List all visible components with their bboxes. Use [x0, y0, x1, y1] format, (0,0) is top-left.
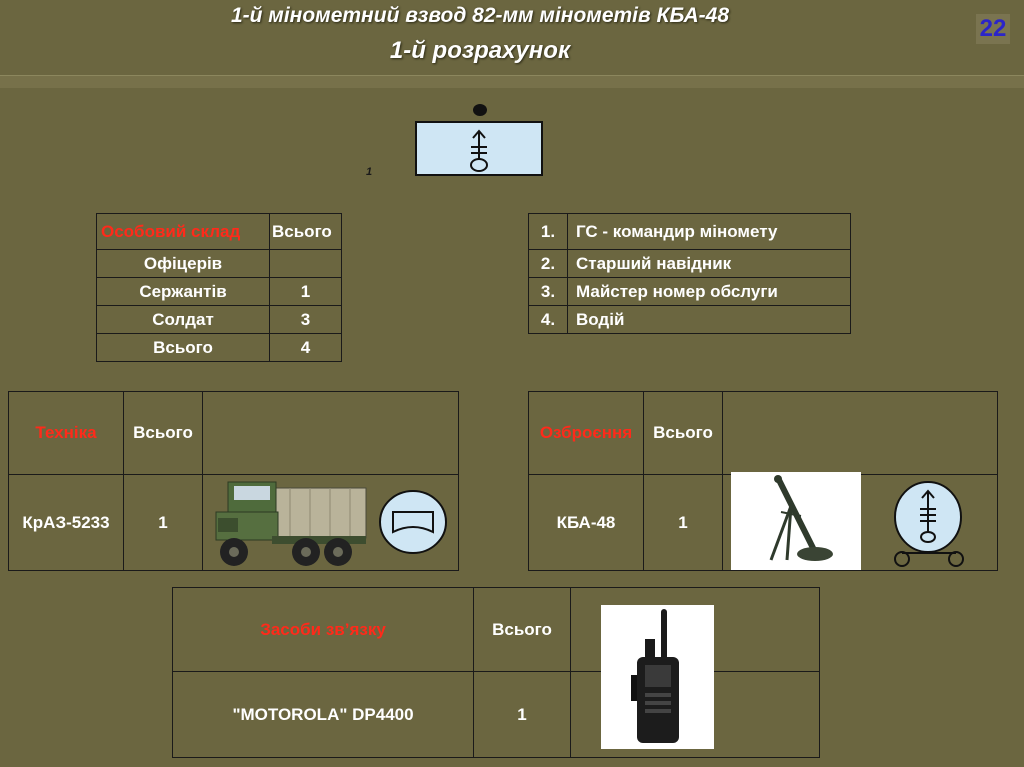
- slide-subtitle: 1-й розрахунок: [389, 37, 571, 64]
- slide-number: 22: [976, 14, 1010, 44]
- crew-number: 1.: [529, 214, 568, 250]
- header-band: [0, 76, 1024, 88]
- mortar-symbol-icon: [417, 123, 541, 174]
- personnel-row-value: 3: [270, 306, 342, 334]
- mortar-unit-symbol: [415, 121, 543, 176]
- personnel-table: [96, 213, 342, 362]
- comms-header-label: Засоби зв’язку: [173, 588, 474, 672]
- personnel-row-value: 4: [270, 334, 342, 362]
- vehicle-symbol-icon: [377, 488, 449, 561]
- personnel-row-label: Сержантів: [97, 278, 270, 306]
- weapons-count: 1: [644, 475, 723, 571]
- mortar-image: [731, 472, 861, 570]
- unit-number: 1: [366, 166, 373, 178]
- comms-header-total: Всього: [474, 588, 571, 672]
- comms-item: "MOTOROLA" DP4400: [173, 672, 474, 758]
- comms-table: [172, 587, 820, 758]
- crew-number: 4.: [529, 306, 568, 334]
- radio-image: [601, 605, 714, 749]
- personnel-header-label: Особовий склад: [97, 214, 270, 250]
- comms-count: 1: [474, 672, 571, 758]
- crew-role: ГС - командир міномету: [568, 214, 851, 250]
- personnel-row-label: Офіцерів: [97, 250, 270, 278]
- weapons-header-label: Озброєння: [529, 392, 644, 475]
- equipment-header-label: Техніка: [9, 392, 124, 475]
- equipment-item: КрАЗ-5233: [9, 475, 124, 571]
- crew-table: [528, 213, 851, 334]
- crew-number: 3.: [529, 278, 568, 306]
- weapons-header-empty: [723, 392, 998, 475]
- equipment-header-total: Всього: [124, 392, 203, 475]
- towed-mortar-symbol-icon: [890, 479, 970, 576]
- weapons-header-total: Всього: [644, 392, 723, 475]
- crew-role: Водій: [568, 306, 851, 334]
- personnel-row-value: [270, 250, 342, 278]
- crew-number: 2.: [529, 250, 568, 278]
- personnel-row-label: Всього: [97, 334, 270, 362]
- personnel-row-value: 1: [270, 278, 342, 306]
- squad-echelon-dot-icon: [473, 104, 487, 116]
- equipment-count: 1: [124, 475, 203, 571]
- equipment-header-empty: [203, 392, 459, 475]
- truck-image: [212, 474, 370, 575]
- crew-role: Майстер номер обслуги: [568, 278, 851, 306]
- weapons-item: КБА-48: [529, 475, 644, 571]
- slide-title: 1-й мінометний взвод 82-мм мінометів КБА-48: [230, 4, 730, 27]
- personnel-row-label: Солдат: [97, 306, 270, 334]
- personnel-header-total: Всього: [270, 214, 342, 250]
- crew-role: Старший навідник: [568, 250, 851, 278]
